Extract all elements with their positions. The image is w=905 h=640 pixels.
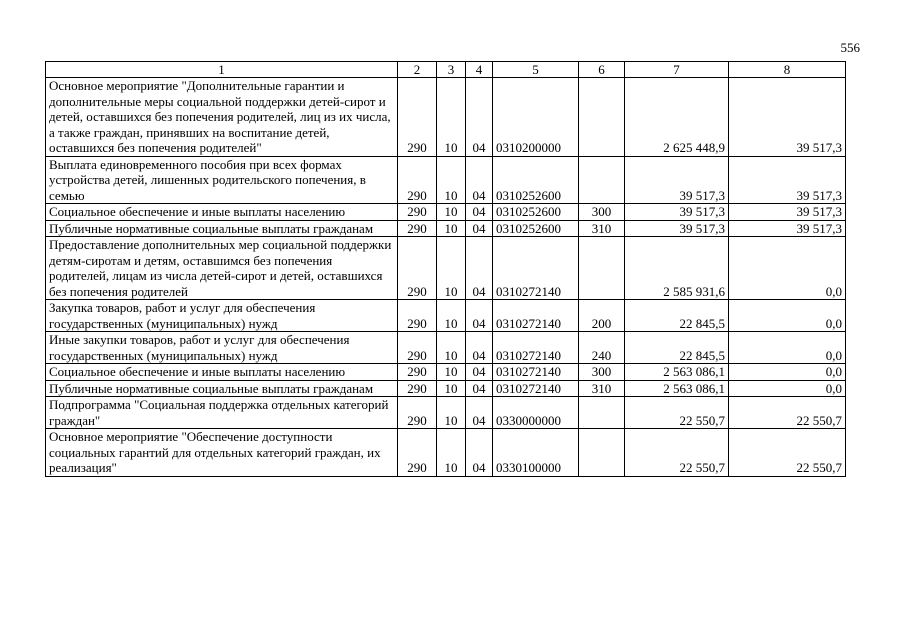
amount-federal-cell: 0,0 — [729, 237, 846, 300]
expense-type-code-cell: 310 — [579, 220, 625, 237]
row-name-cell: Социальное обеспечение и иные выплаты населению — [46, 204, 398, 221]
target-article-code-cell: 0310272140 — [493, 237, 579, 300]
table-row — [46, 429, 846, 477]
glava-code-cell: 290 — [398, 364, 437, 381]
section-code-cell: 10 — [437, 237, 466, 300]
table-row — [46, 364, 846, 381]
section-code-cell: 10 — [437, 78, 466, 157]
column-header: 4 — [466, 62, 493, 78]
amount-total-cell: 2 585 931,6 — [625, 237, 729, 300]
expense-type-code-cell — [579, 237, 625, 300]
section-code-cell: 10 — [437, 332, 466, 364]
subsection-code-cell: 04 — [466, 237, 493, 300]
glava-code-cell: 290 — [398, 300, 437, 332]
glava-code-cell: 290 — [398, 78, 437, 157]
row-name-cell: Закупка товаров, работ и услуг для обеспечения государственных (муниципальных) нужд — [46, 300, 398, 332]
amount-total-cell: 22 845,5 — [625, 300, 729, 332]
expense-type-code-cell: 300 — [579, 364, 625, 381]
glava-code-cell: 290 — [398, 332, 437, 364]
amount-total-cell: 22 550,7 — [625, 397, 729, 429]
table-row — [46, 397, 846, 429]
table-row — [46, 300, 846, 332]
column-header: 5 — [493, 62, 579, 78]
expense-type-code-cell — [579, 78, 625, 157]
amount-federal-cell: 39 517,3 — [729, 78, 846, 157]
expense-type-code-cell — [579, 156, 625, 204]
row-name-cell: Предоставление дополнительных мер социальной поддержки детям-сиротам и детям, оставшимся без попечения родителей, лицам из числа детей-сирот и детей, оставшихся без попечения родителей — [46, 237, 398, 300]
table-row — [46, 204, 846, 221]
subsection-code-cell: 04 — [466, 78, 493, 157]
row-name-cell: Публичные нормативные социальные выплаты гражданам — [46, 220, 398, 237]
section-code-cell: 10 — [437, 220, 466, 237]
table-row — [46, 332, 846, 364]
target-article-code-cell: 0330000000 — [493, 397, 579, 429]
column-header: 6 — [579, 62, 625, 78]
section-code-cell: 10 — [437, 429, 466, 477]
glava-code-cell: 290 — [398, 397, 437, 429]
expense-type-code-cell: 300 — [579, 204, 625, 221]
row-name-cell: Публичные нормативные социальные выплаты гражданам — [46, 380, 398, 397]
target-article-code-cell: 0310272140 — [493, 380, 579, 397]
column-header: 7 — [625, 62, 729, 78]
section-code-cell: 10 — [437, 300, 466, 332]
row-name-cell: Подпрограмма "Социальная поддержка отдельных категорий граждан" — [46, 397, 398, 429]
row-name-cell: Социальное обеспечение и иные выплаты населению — [46, 364, 398, 381]
table-row — [46, 156, 846, 204]
table-row — [46, 220, 846, 237]
target-article-code-cell: 0310272140 — [493, 332, 579, 364]
section-code-cell: 10 — [437, 364, 466, 381]
amount-total-cell: 22 845,5 — [625, 332, 729, 364]
table-body — [46, 62, 846, 477]
column-header: 1 — [46, 62, 398, 78]
expense-type-code-cell — [579, 397, 625, 429]
amount-federal-cell: 0,0 — [729, 332, 846, 364]
subsection-code-cell: 04 — [466, 332, 493, 364]
row-name-cell: Выплата единовременного пособия при всех формах устройства детей, лишенных родительского попечения, в семью — [46, 156, 398, 204]
column-header: 2 — [398, 62, 437, 78]
target-article-code-cell: 0310252600 — [493, 220, 579, 237]
amount-federal-cell: 0,0 — [729, 364, 846, 381]
column-header: 3 — [437, 62, 466, 78]
amount-total-cell: 2 563 086,1 — [625, 364, 729, 381]
target-article-code-cell: 0310252600 — [493, 204, 579, 221]
expense-type-code-cell: 310 — [579, 380, 625, 397]
subsection-code-cell: 04 — [466, 364, 493, 381]
amount-federal-cell: 0,0 — [729, 380, 846, 397]
amount-federal-cell: 0,0 — [729, 300, 846, 332]
row-name-cell: Основное мероприятие "Обеспечение доступности социальных гарантий для отдельных категорий граждан, их реализация" — [46, 429, 398, 477]
target-article-code-cell: 0330100000 — [493, 429, 579, 477]
subsection-code-cell: 04 — [466, 380, 493, 397]
subsection-code-cell: 04 — [466, 156, 493, 204]
amount-federal-cell: 22 550,7 — [729, 397, 846, 429]
section-code-cell: 10 — [437, 380, 466, 397]
row-name-cell: Иные закупки товаров, работ и услуг для обеспечения государственных (муниципальных) нужд — [46, 332, 398, 364]
amount-total-cell: 2 563 086,1 — [625, 380, 729, 397]
target-article-code-cell: 0310200000 — [493, 78, 579, 157]
subsection-code-cell: 04 — [466, 397, 493, 429]
subsection-code-cell: 04 — [466, 429, 493, 477]
column-header: 8 — [729, 62, 846, 78]
amount-total-cell: 2 625 448,9 — [625, 78, 729, 157]
budget-table — [45, 61, 846, 477]
amount-total-cell: 39 517,3 — [625, 220, 729, 237]
section-code-cell: 10 — [437, 397, 466, 429]
amount-total-cell: 22 550,7 — [625, 429, 729, 477]
page-number: 556 — [840, 40, 860, 55]
section-code-cell: 10 — [437, 156, 466, 204]
glava-code-cell: 290 — [398, 429, 437, 477]
target-article-code-cell: 0310252600 — [493, 156, 579, 204]
subsection-code-cell: 04 — [466, 204, 493, 221]
glava-code-cell: 290 — [398, 204, 437, 221]
section-code-cell: 10 — [437, 204, 466, 221]
subsection-code-cell: 04 — [466, 300, 493, 332]
table-row — [46, 237, 846, 300]
expense-type-code-cell: 240 — [579, 332, 625, 364]
amount-total-cell: 39 517,3 — [625, 156, 729, 204]
amount-federal-cell: 39 517,3 — [729, 204, 846, 221]
amount-federal-cell: 22 550,7 — [729, 429, 846, 477]
expense-type-code-cell: 200 — [579, 300, 625, 332]
target-article-code-cell: 0310272140 — [493, 364, 579, 381]
amount-total-cell: 39 517,3 — [625, 204, 729, 221]
glava-code-cell: 290 — [398, 220, 437, 237]
glava-code-cell: 290 — [398, 237, 437, 300]
row-name-cell: Основное мероприятие "Дополнительные гарантии и дополнительные меры социальной поддержки детей-сирот и детей, оставшихся без попечения родителей, лиц из их числа, а также граждан, принявших на воспитание детей, оставшихся без попечения родителей" — [46, 78, 398, 157]
expense-type-code-cell — [579, 429, 625, 477]
glava-code-cell: 290 — [398, 380, 437, 397]
table-row — [46, 380, 846, 397]
header-row — [46, 62, 846, 78]
amount-federal-cell: 39 517,3 — [729, 156, 846, 204]
target-article-code-cell: 0310272140 — [493, 300, 579, 332]
subsection-code-cell: 04 — [466, 220, 493, 237]
amount-federal-cell: 39 517,3 — [729, 220, 846, 237]
table-row — [46, 78, 846, 157]
glava-code-cell: 290 — [398, 156, 437, 204]
